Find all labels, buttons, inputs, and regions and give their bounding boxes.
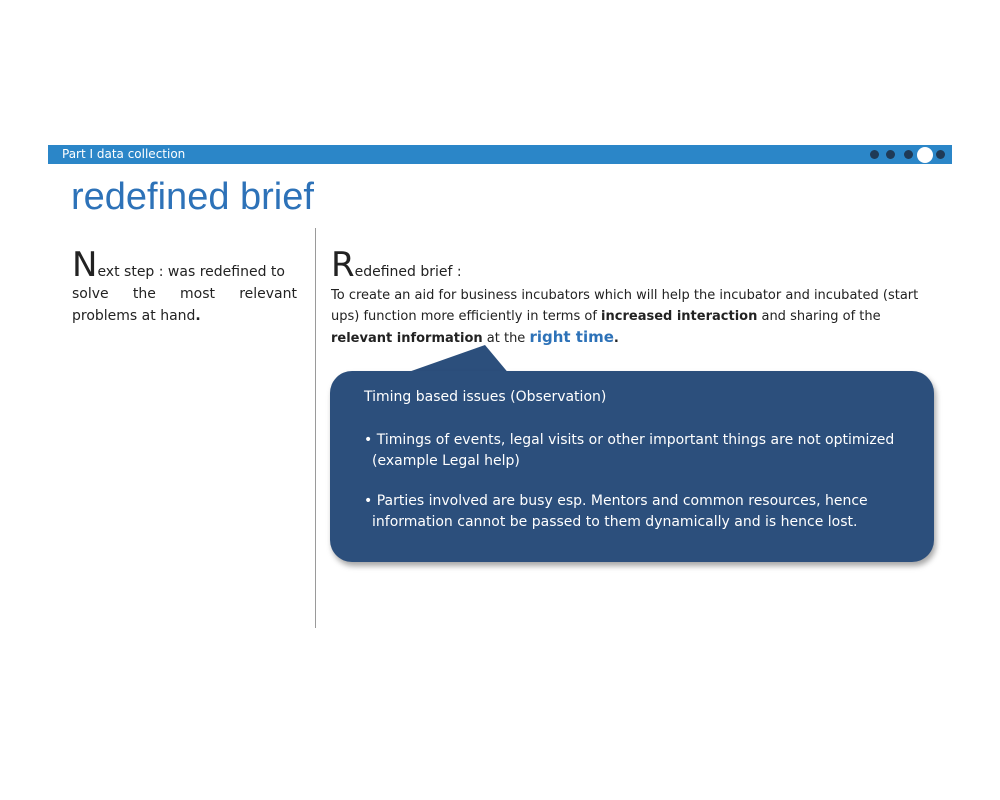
column-divider [315,228,316,628]
brief-text: and sharing of the [757,309,881,324]
left-line-3 [72,305,297,327]
word: the [132,286,156,302]
left-line-3-text: problems at hand [72,308,196,324]
word: solve [72,286,109,302]
left-column-text [72,245,297,327]
section-label: Part I data collection [62,147,186,161]
page-title: redefined brief [71,176,314,218]
progress-dot [886,150,895,159]
progress-dot-active [917,147,933,163]
brief-text: at the [482,331,530,346]
left-line-1-rest: ext step : was redefined to [97,264,285,280]
left-line-3-period: . [195,308,201,324]
brief-bold-text: relevant information [331,331,483,346]
word: most [180,286,216,302]
right-heading [331,245,462,285]
callout-bullet-line: • Timings of events, legal visits or other important things are not optimized [364,432,895,448]
progress-dot [936,150,945,159]
callout-bullet-line: • Parties involved are busy esp. Mentors and common resources, hence [364,493,868,509]
callout-bullet [364,430,924,472]
brief-period: . [613,331,619,346]
progress-dot [904,150,913,159]
word: relevant [239,286,297,302]
callout-bullet-line: (example Legal help) [372,453,520,469]
left-line-1 [72,245,297,285]
drop-cap-r: R [331,245,355,285]
brief-paragraph [331,285,941,349]
observation-callout [330,371,934,562]
callout-bullet [364,491,924,533]
section-header-bar [48,145,952,164]
drop-cap-n: N [72,245,98,285]
brief-bold-text: increased interaction [601,309,758,324]
right-heading-rest: edefined brief : [354,264,462,280]
brief-highlight-text: right time [529,328,614,346]
callout-heading: Timing based issues (Observation) [364,389,607,405]
progress-dot [870,150,879,159]
callout-bullet-line: information cannot be passed to them dynamically and is hence lost. [372,514,858,530]
left-line-2 [72,283,297,305]
brief-text: To create an aid for business incubators which will help the incubator and incubated (start ups) function more efficiently in terms of [331,288,919,324]
